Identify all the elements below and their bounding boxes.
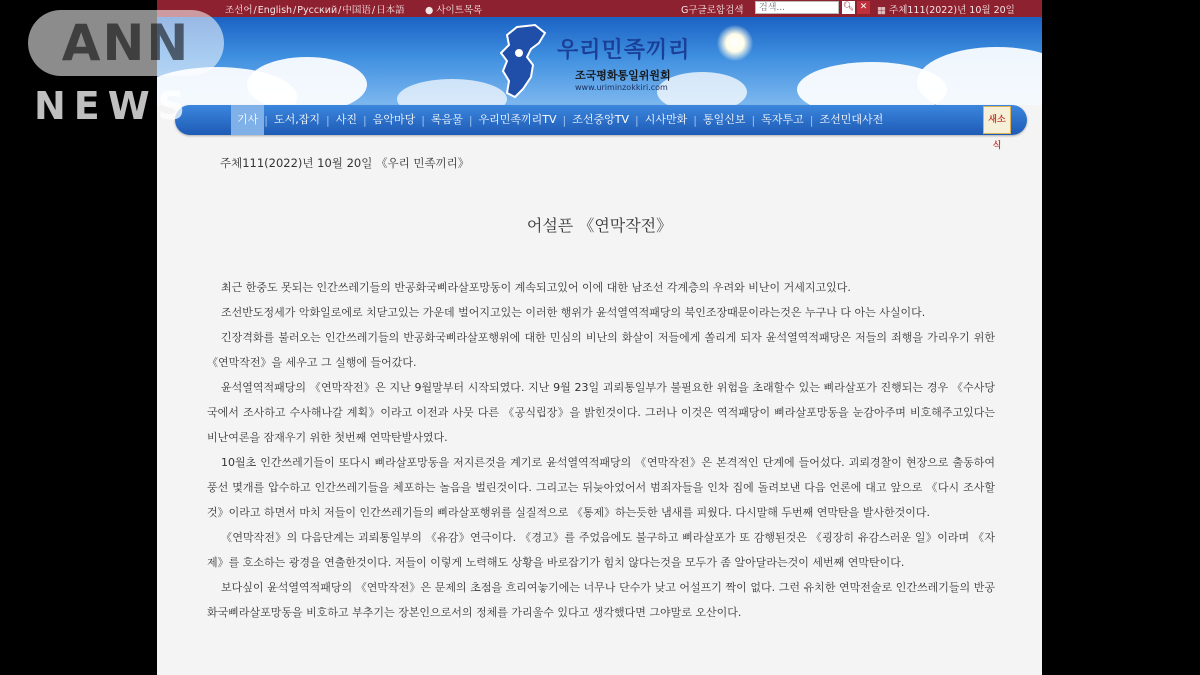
nav-item[interactable]: 도서,잡지: [273, 113, 320, 126]
article-body: [207, 275, 995, 625]
language-link[interactable]: 조선어: [225, 5, 253, 16]
nav-item[interactable]: 시사만화: [644, 113, 688, 126]
language-separator: /: [338, 5, 342, 16]
sitemap-label: 사이트목록: [436, 5, 483, 16]
article-paragraph: 긴장격화를 불러오는 인간쓰레기들의 반공화국삐라살포행위에 대한 민심의 비난의 화살이 저들에게 쏠리게 되자 윤석열역적패당은 저들의 죄행을 가리우기 위한 《연막작전》을 세우고 그 실행에 들어갔다.: [207, 331, 995, 369]
logo-url: www.uriminzokkiri.com: [575, 83, 668, 92]
header-date-text: 주체111(2022)년 10월 20일: [889, 5, 1015, 16]
article-paragraph: 최근 한중도 못되는 인간쓰레기들의 반공화국삐라살포망동이 계속되고있어 이에 대한 남조선 각계층의 우려와 비난이 거세지고있다.: [221, 281, 851, 294]
new-news-badge[interactable]: 새소식: [983, 106, 1011, 134]
calendar-icon: ▦: [877, 5, 886, 16]
nav-item[interactable]: 사진: [335, 113, 357, 126]
site-banner: [157, 17, 1042, 105]
nav-item[interactable]: 음악마당: [372, 113, 416, 126]
korea-map-icon: [487, 23, 562, 101]
logo-subtitle: 조국평화통일위원회: [575, 69, 671, 82]
web-page: [157, 0, 1042, 675]
nav-separator: |: [635, 113, 639, 127]
news-logo-text: NEWS: [34, 84, 194, 128]
main-nav: [175, 105, 1027, 151]
globe-icon: ●: [425, 5, 434, 16]
article-paragraph: 《연막작전》의 다음단계는 괴뢰통일부의 《유감》연극이다. 《경고》를 주었음에도 불구하고 삐라살포가 또 감행된것은 《굉장히 유감스러운 일》이라며 《자제》를 호소하는 광경을 연출한것이다. 저들이 이렇게 노력해도 상황을 바로잡기가 힘치 않다는것을 모두가 좀 알아달라는것이 세번째 연막탄이다.: [207, 531, 995, 569]
article-dateline: 주체111(2022)년 10월 20일 《우리 민족끼리》: [220, 156, 470, 170]
nav-separator: |: [421, 113, 425, 127]
article-paragraph: 윤석열역적패당의 《연막작전》은 지난 9월말부터 시작되였다. 지난 9월 23일 괴뢰통일부가 불필요한 위험을 초래할수 있는 삐라살포가 진행되는 경우 《수사당국에서 조사하고 수사해나갈 계획》이라고 이전과 사뭇 다른 《공식립장》을 밝힌것이다. 그러나 이것은 역적패당이 삐라살포망동을 눈감아주며 비호해주고있다는 비난여론을 잠재우기 위한 첫번째 연막탄발사였다.: [207, 381, 995, 444]
search-icon[interactable]: 🔍︎: [842, 2, 855, 12]
language-links: [225, 2, 405, 16]
nav-item[interactable]: 조선중앙TV: [572, 113, 630, 126]
nav-separator: |: [362, 113, 367, 127]
nav-separator: |: [468, 113, 473, 127]
language-link[interactable]: Русский: [297, 5, 338, 16]
nav-item[interactable]: 통일신보: [702, 113, 746, 126]
cloud-graphic: [247, 57, 367, 105]
nav-item[interactable]: 조선민대사전: [819, 113, 884, 126]
nav-item[interactable]: 우리민족끼리TV: [478, 113, 557, 126]
cloud-graphic: [917, 47, 1042, 105]
sitemap-link[interactable]: [425, 2, 482, 16]
nav-item[interactable]: 기사: [231, 105, 264, 135]
nav-item[interactable]: 록음물: [430, 113, 463, 126]
ann-news-watermark: [28, 10, 224, 130]
language-link[interactable]: 日本語: [376, 5, 405, 16]
article-paragraph: 조선반도정세가 악화일로에로 치닫고있는 가운데 벌어지고있는 이러한 행위가 윤석열역적패당의 북인조장때문이라는것은 누구나 다 아는 사실이다.: [221, 306, 926, 319]
article-title: 어설픈 《연막작전》: [526, 216, 673, 235]
site-logo[interactable]: [487, 23, 717, 101]
top-bar: [157, 0, 1042, 17]
article-paragraph: 10월초 인간쓰레기들이 또다시 삐라살포망동을 저지른것을 계기로 윤석열역적패당의 《연막작전》은 본격적인 단계에 들어섰다. 괴뢰경찰이 현장으로 출동하여 풍선 몇개를 압수하고 인간쓰레기들을 체포하는 놀음을 벌린것이다. 그리고는 뒤늦아었어서 범죄자들을 인차 집에 돌려보낸 다음 언론에 대고 앞으로 《다시 조사할것》이라고 하면서 마치 저들이 인간쓰레기들의 삐라살포행위를 실질적으로 《통제》하는듯한 냄새를 피웠다. 다시말해 두번째 연막탄을 발사한것이다.: [207, 456, 995, 519]
nav-separator: |: [751, 113, 756, 127]
sun-graphic: [717, 25, 753, 61]
nav-list: [231, 105, 889, 135]
close-icon[interactable]: ✕: [857, 1, 870, 14]
logo-title: 우리민족끼리: [557, 37, 691, 63]
article-paragraph: 보다싶이 윤석열역적패당의 《연막작전》은 문제의 초점을 흐리여놓기에는 너무나 단수가 낮고 어설프기 짝이 없다. 그런 유치한 연막전술로 인간쓰레기들의 반공화국삐라살포망동을 비호하고 부추기는 장본인으로서의 정체를 가리울수 있다고 생각했다면 그야말로 오산이다.: [207, 581, 995, 619]
language-separator: /: [253, 5, 257, 16]
language-link[interactable]: 中国语: [342, 5, 371, 16]
nav-separator: |: [809, 113, 814, 127]
nav-separator: |: [326, 113, 330, 127]
language-separator: /: [293, 5, 297, 16]
header-date: [877, 2, 1015, 16]
language-separator: /: [371, 5, 376, 16]
google-search-label: G구글로함검색: [681, 5, 744, 16]
search-input[interactable]: [755, 1, 839, 14]
nav-separator: |: [264, 113, 268, 127]
nav-separator: |: [693, 113, 697, 127]
nav-separator: |: [562, 113, 567, 127]
language-link[interactable]: English: [257, 5, 293, 16]
nav-item[interactable]: 독자투고: [761, 113, 804, 126]
ann-logo-text: ANN: [28, 10, 224, 76]
